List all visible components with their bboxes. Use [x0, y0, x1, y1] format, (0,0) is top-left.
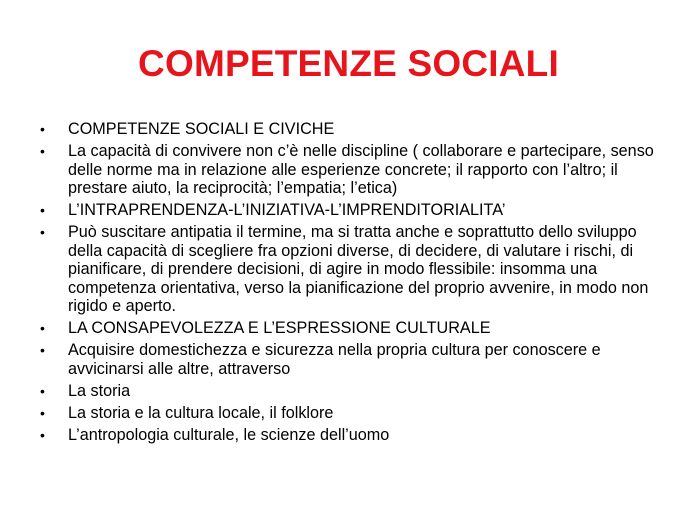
slide-title: COMPETENZE SOCIALI	[138, 43, 559, 84]
bullet-list	[40, 120, 670, 448]
bullet-dot-icon: •	[40, 342, 45, 358]
bullet-dot-icon: •	[40, 143, 45, 159]
bullet-text: La storia e la cultura locale, il folklore	[68, 403, 334, 422]
bullet-dot-icon: •	[40, 404, 45, 421]
bullet-text: LA CONSAPEVOLEZZA E L’ESPRESSIONE CULTURALE	[68, 319, 491, 337]
bullet-text: L’INTRAPRENDENZA-L’INIZIATIVA-L’IMPRENDITORIALITA’	[68, 201, 506, 219]
bullet-text: COMPETENZE SOCIALI E CIVICHE	[68, 120, 335, 138]
bullet-item	[40, 120, 670, 139]
bullet-item	[40, 201, 670, 220]
bullet-item	[40, 142, 670, 198]
bullet-item	[40, 341, 670, 378]
bullet-dot-icon: •	[40, 320, 45, 336]
bullet-dot-icon: •	[40, 382, 45, 399]
bullet-item	[40, 382, 670, 401]
bullet-item	[40, 223, 670, 316]
bullet-text: Può suscitare antipatia il termine, ma si tratta anche e soprattutto dello sviluppo della capacità di scegliere fra opzioni diverse, di decidere, di valutare i rischi, di pianificare, di prendere decisioni, di agire in modo flessibile: insomma una competenza orientativa, verso la pianificazione del proprio avvenire, in modo non rigido e aperto.	[68, 223, 649, 315]
bullet-text: Acquisire domestichezza e sicurezza nella propria cultura per conoscere e avvicinarsi alle altre, attraverso	[68, 341, 601, 378]
bullet-text: La capacità di convivere non c’è nelle discipline ( collaborare e partecipare, senso delle norme ma in relazione alle esperienze concrete; il rapporto con l’altro; il prestare aiuto, la reciprocità; l’empatia; l’etica)	[68, 142, 654, 197]
bullet-dot-icon: •	[40, 121, 45, 137]
bullet-item	[40, 319, 670, 338]
bullet-item	[40, 404, 670, 423]
bullet-dot-icon: •	[40, 426, 45, 443]
bullet-text: La storia	[68, 381, 131, 400]
bullet-dot-icon: •	[40, 224, 45, 240]
bullet-item	[40, 426, 670, 445]
bullet-text: L’antropologia culturale, le scienze dell’uomo	[68, 425, 390, 444]
bullet-dot-icon: •	[40, 202, 45, 218]
